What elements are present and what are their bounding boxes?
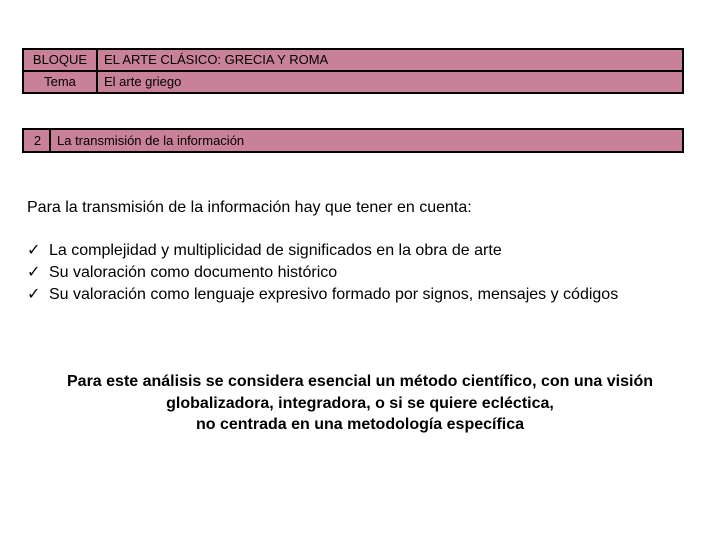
header-row-bloque — [23, 49, 683, 71]
conclusion-line: no centrada en una metodología específica — [195, 416, 525, 433]
bloque-label: BLOQUE — [23, 49, 97, 71]
section-number: 2 — [23, 129, 50, 152]
check-icon: ✓ — [27, 286, 41, 303]
conclusion-line: globalizadora, integradora, o si se quiere ecléctica, — [166, 394, 554, 412]
list-item-text: Su valoración como documento histórico — [49, 264, 338, 281]
section-title-row — [23, 129, 683, 152]
list-item-text: Su valoración como lenguaje expresivo formado por signos, mensajes y códigos — [49, 286, 619, 303]
header-row-tema — [23, 71, 683, 93]
header-table — [22, 48, 684, 94]
list-item — [27, 240, 618, 262]
bloque-value: EL ARTE CLÁSICO: GRECIA Y ROMA — [97, 49, 683, 71]
list-item-text: La complejidad y multiplicidad de significados en la obra de arte — [49, 242, 502, 259]
tema-label: Tema — [23, 71, 97, 93]
checklist — [27, 240, 618, 306]
conclusion-line: Para este análisis se considera esencial un método científico, con una visión — [67, 373, 653, 390]
section-title-table — [22, 128, 684, 153]
section-title: La transmisión de la información — [50, 129, 683, 152]
intro-text: Para la transmisión de la información hay que tener en cuenta: — [27, 199, 472, 216]
tema-value: El arte griego — [97, 71, 683, 93]
conclusion-text — [20, 371, 700, 436]
list-item — [27, 284, 618, 306]
check-icon: ✓ — [27, 242, 41, 259]
list-item — [27, 262, 618, 284]
check-icon: ✓ — [27, 264, 41, 281]
